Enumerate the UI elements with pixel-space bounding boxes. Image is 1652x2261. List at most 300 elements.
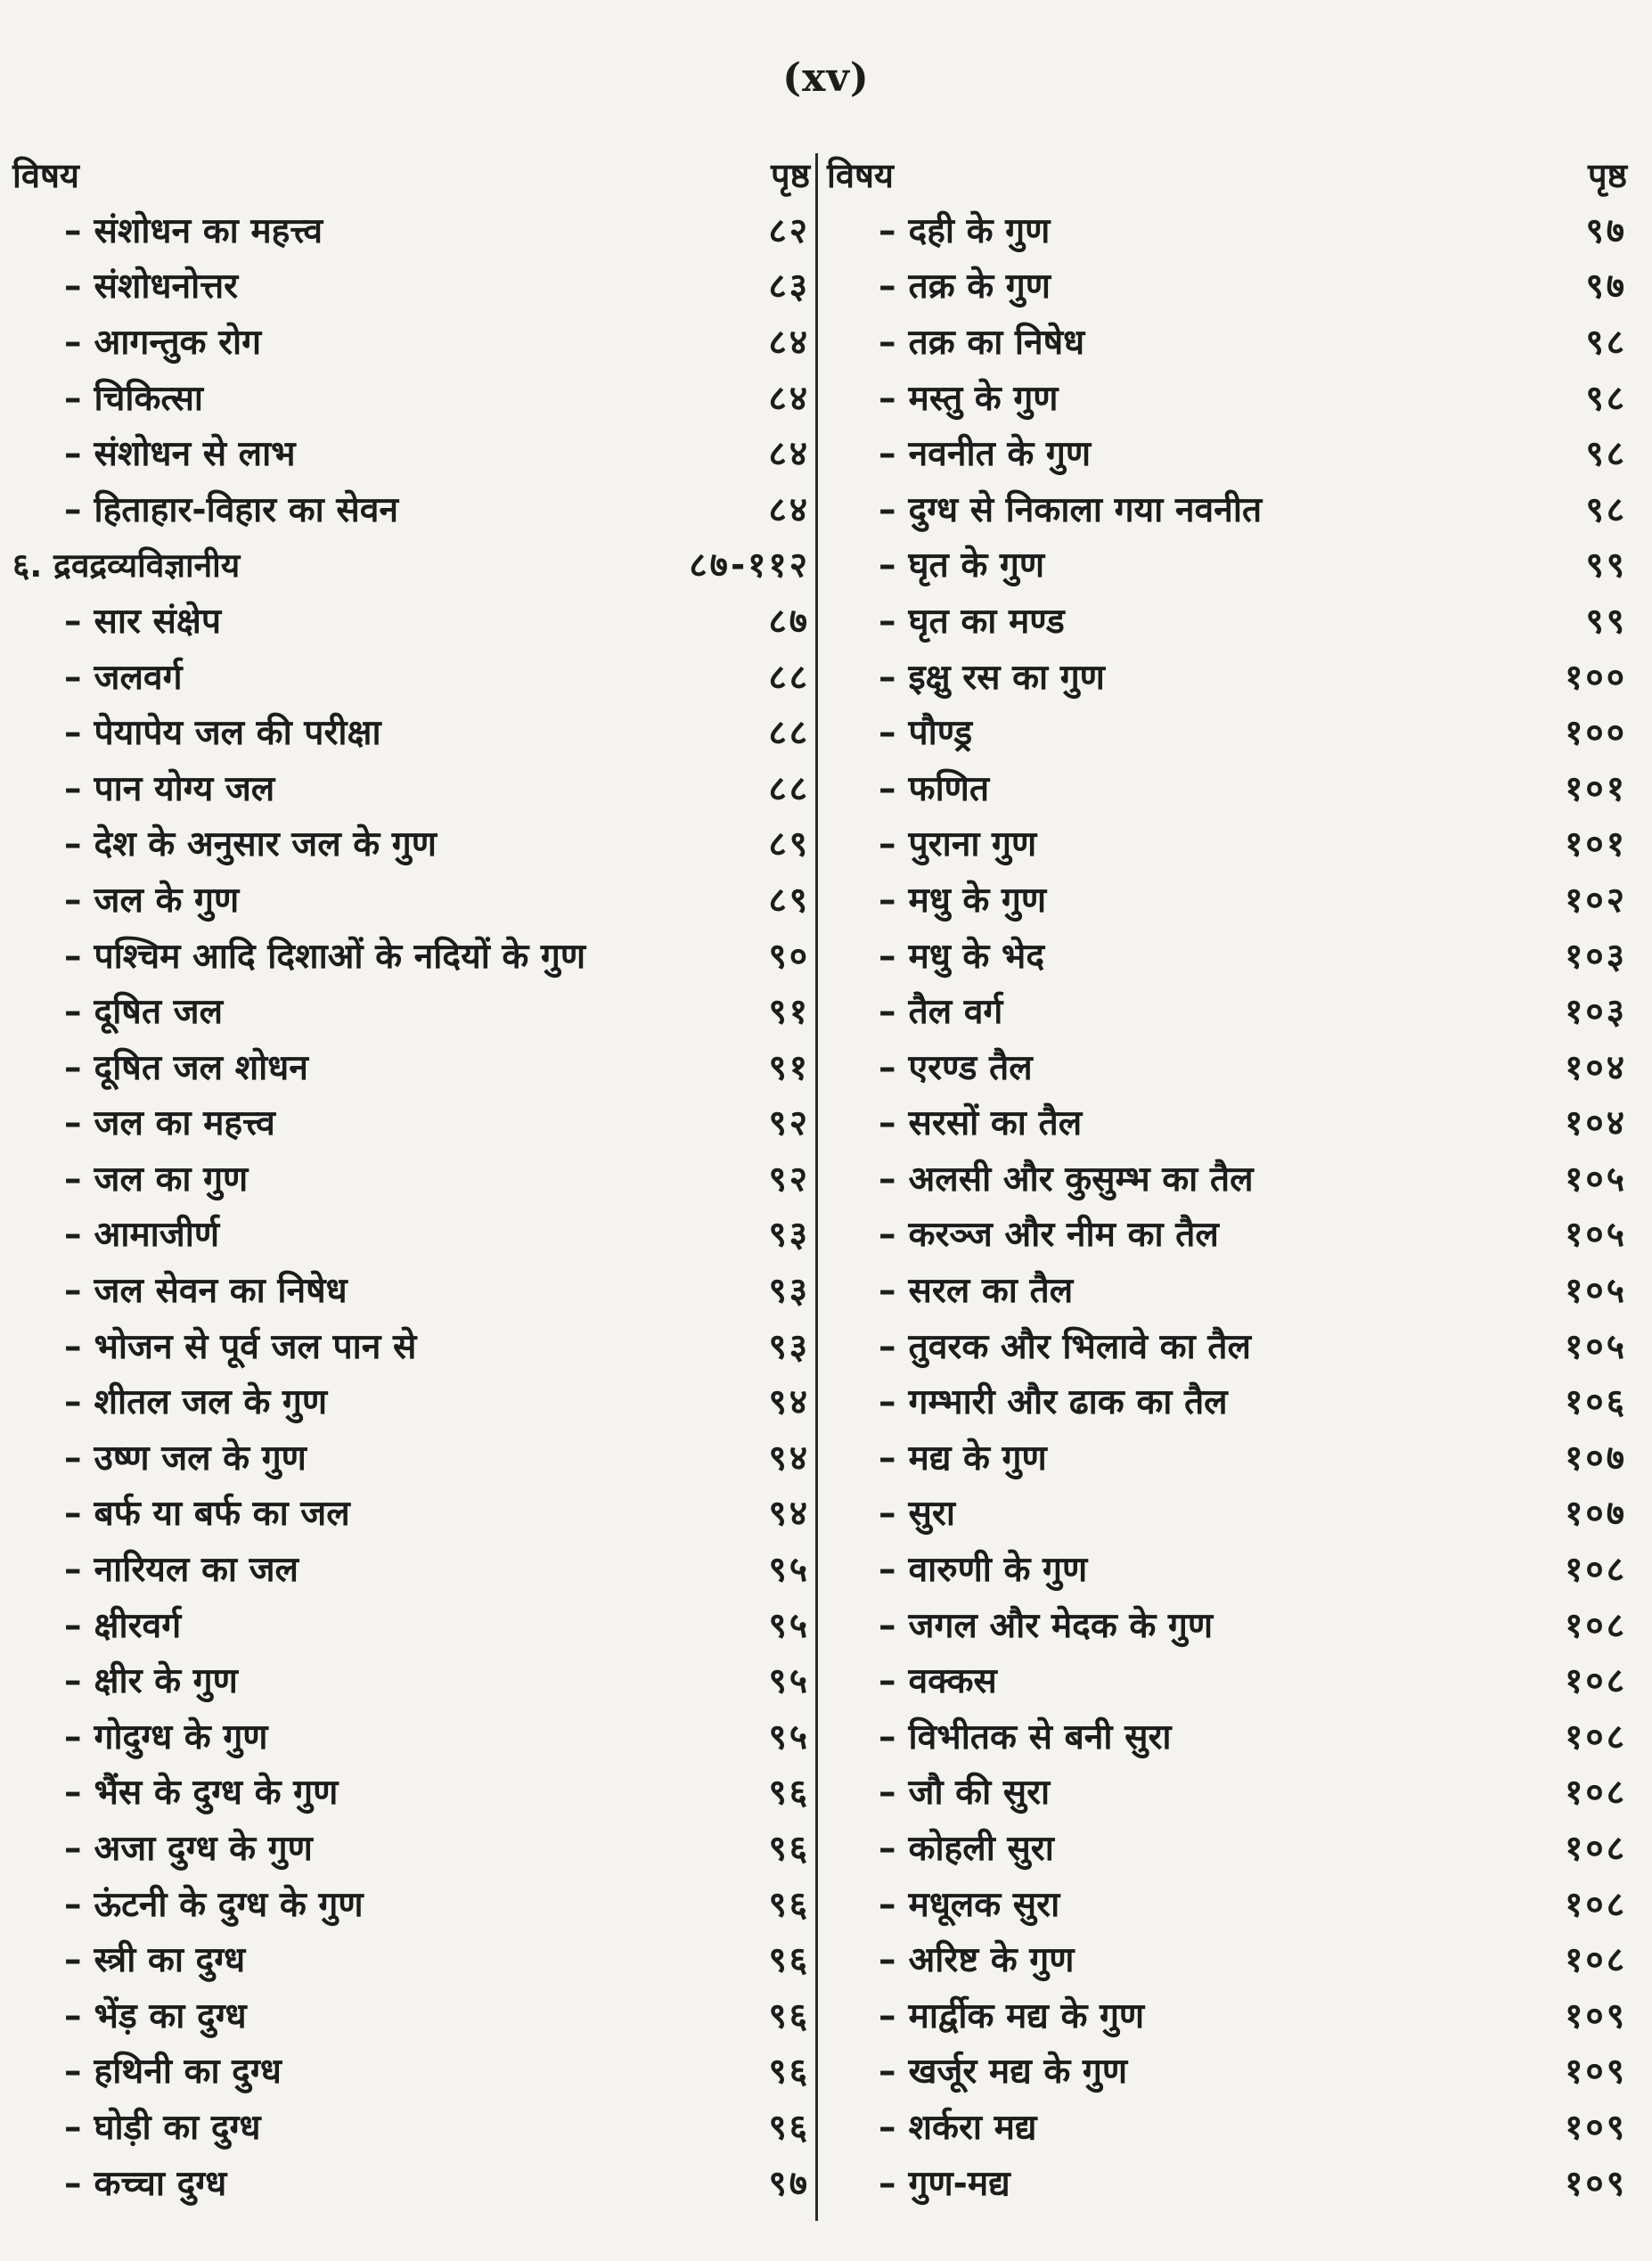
- contents-column-right: [827, 150, 1627, 2240]
- contents-entry: [827, 1317, 1627, 1373]
- entry-title: [827, 373, 1059, 421]
- entry-page-number: ८४: [768, 489, 810, 530]
- entry-text: खर्जूर मद्य के गुण: [908, 2052, 1128, 2093]
- entry-page-number: ८४: [768, 322, 810, 363]
- contents-entry: [12, 2154, 810, 2210]
- contents-entry: [827, 1372, 1627, 1429]
- entry-title: [12, 1322, 416, 1369]
- entry-dash: –: [64, 1716, 82, 1757]
- entry-page-number: ८९: [768, 880, 810, 921]
- entry-title: [12, 373, 203, 421]
- entry-text: आगन्तुक रोग: [94, 322, 262, 363]
- contents-entry: [12, 1206, 810, 1262]
- entry-text: पेयापेय जल की परीक्षा: [94, 713, 381, 754]
- entry-text: भोजन से पूर्व जल पान से: [94, 1326, 417, 1367]
- contents-entry: [827, 1150, 1627, 1206]
- entry-text: जल का गुण: [94, 1159, 249, 1200]
- entry-page-number: ८३: [768, 266, 810, 307]
- entry-text: जल सेवन का निषेध: [94, 1271, 348, 1312]
- entry-title: [12, 652, 183, 700]
- entry-text: ऊंटनी के दुग्ध के गुण: [94, 1884, 364, 1925]
- entry-page-number: १०८: [1565, 1605, 1627, 1646]
- entry-dash: –: [64, 1995, 82, 2036]
- entry-page-number: १०५: [1565, 1271, 1627, 1312]
- entry-dash: –: [64, 1159, 82, 1200]
- entry-text: संशोधन का महत्त्व: [94, 210, 323, 251]
- contents-entry: [827, 201, 1627, 258]
- entry-title: [827, 1209, 1219, 1257]
- contents-list: [827, 201, 1627, 2209]
- entry-dash: –: [64, 489, 82, 530]
- contents-entry: [12, 1150, 810, 1206]
- entry-text: अलसी और कुसुम्भ का तैल: [908, 1159, 1254, 1200]
- entry-title: [827, 1154, 1254, 1201]
- entry-title: [827, 652, 1105, 700]
- contents-entry: [827, 1540, 1627, 1596]
- entry-dash: –: [879, 936, 896, 977]
- contents-entry: [12, 703, 810, 759]
- entry-title: [12, 1712, 267, 1759]
- entry-text: सरल का तैल: [908, 1271, 1074, 1312]
- entry-page-number: ९५: [768, 1605, 810, 1646]
- entry-title: [12, 931, 585, 979]
- contents-entry: [12, 815, 810, 872]
- contents-entry: [12, 1987, 810, 2043]
- contents-entry: [827, 1819, 1627, 1875]
- entry-title: [827, 987, 1002, 1034]
- entry-text: वक्कस: [908, 1661, 997, 1702]
- entry-dash: –: [879, 1438, 896, 1479]
- entry-text: मस्तु के गुण: [908, 378, 1059, 419]
- entry-dash: –: [64, 266, 82, 307]
- contents-entry: [12, 2043, 810, 2099]
- entry-page-number: १०८: [1565, 1884, 1627, 1925]
- entry-title: [827, 1322, 1251, 1369]
- contents-list: [12, 201, 810, 2209]
- contents-entry: [12, 1094, 810, 1151]
- entry-text: नवनीत के गुण: [908, 434, 1092, 475]
- entry-text: वारुणी के गुण: [908, 1550, 1088, 1591]
- entry-dash: –: [64, 1940, 82, 1981]
- entry-title: [827, 261, 1051, 308]
- entry-title: [827, 1991, 1144, 2038]
- entry-page-number: ९४: [768, 1438, 810, 1479]
- entry-text: दही के गुण: [908, 210, 1051, 251]
- entry-page-number: ९३: [768, 1215, 810, 1256]
- entry-page-number: ९१: [768, 992, 810, 1033]
- entry-dash: –: [879, 1215, 896, 1256]
- entry-text: स्त्री का दुग्ध: [94, 1940, 246, 1981]
- entry-text: मधु के भेद: [908, 936, 1045, 977]
- entry-title: [827, 1880, 1059, 1927]
- entry-title: [12, 875, 239, 922]
- entry-title: [12, 541, 240, 586]
- entry-text: भैंस के दुग्ध के गुण: [94, 1773, 339, 1814]
- entry-title: [827, 1935, 1074, 1982]
- contents-entry: [827, 982, 1627, 1038]
- entry-title: [12, 1377, 327, 1424]
- entry-title: [12, 708, 381, 755]
- entry-page-number: ९८: [1585, 378, 1627, 419]
- contents-entry: [12, 1372, 810, 1429]
- entry-dash: –: [64, 1047, 82, 1088]
- entry-title: [827, 1098, 1082, 1145]
- entry-text: कोहली सुरा: [908, 1829, 1054, 1870]
- entry-dash: –: [64, 1884, 82, 1925]
- contents-entry: [827, 1930, 1627, 1987]
- contents-entry: [827, 1708, 1627, 1764]
- entry-page-number: ९८: [1585, 322, 1627, 363]
- contents-entry: [12, 1038, 810, 1094]
- entry-dash: –: [879, 378, 896, 419]
- entry-text: गोदुग्ध के गुण: [94, 1716, 268, 1757]
- contents-entry: [827, 1875, 1627, 1931]
- entry-page-number: १०४: [1565, 1047, 1627, 1088]
- contents-entry: [12, 2098, 810, 2154]
- entry-dash: –: [64, 2052, 82, 2093]
- entry-text: बर्फ या बर्फ का जल: [94, 1494, 350, 1535]
- entry-page-number: ९३: [768, 1271, 810, 1312]
- entry-page-number: ९५: [768, 1661, 810, 1702]
- entry-title: [12, 1656, 238, 1703]
- entry-title: [12, 1991, 247, 2038]
- subject-heading: विषय: [12, 156, 79, 195]
- contents-entry: [12, 592, 810, 648]
- entry-page-number: १०२: [1565, 880, 1627, 921]
- entry-dash: –: [879, 1940, 896, 1981]
- entry-page-number: १०८: [1565, 1829, 1627, 1870]
- entry-dash: –: [64, 601, 82, 642]
- column-divider: [815, 153, 818, 2221]
- entry-title: [827, 2102, 1037, 2150]
- contents-entry: [12, 871, 810, 927]
- contents-entry: [827, 1596, 1627, 1652]
- entry-dash: –: [879, 1271, 896, 1312]
- entry-text: तुवरक और भिलावे का तैल: [908, 1326, 1251, 1367]
- entry-page-number: ९९: [1585, 545, 1627, 586]
- entry-text: भेंड़ का दुग्ध: [94, 1995, 247, 2036]
- entry-title: [12, 1601, 181, 1648]
- entry-title: [12, 2046, 282, 2093]
- entry-dash: –: [64, 824, 82, 865]
- entry-page-number: १०१: [1565, 768, 1627, 809]
- entry-title: [827, 317, 1084, 365]
- entry-text: जलवर्ग: [94, 657, 183, 698]
- contents-entry: [827, 258, 1627, 314]
- entry-text: मार्द्वीक मद्य के गुण: [908, 1995, 1145, 2036]
- contents-entry: [827, 871, 1627, 927]
- entry-page-number: १०८: [1565, 1940, 1627, 1981]
- entry-text: दुग्ध से निकाला गया नवनीत: [908, 489, 1263, 530]
- entry-text: क्षीरवर्ग: [94, 1605, 182, 1646]
- entry-text: मधु के गुण: [908, 880, 1047, 921]
- entry-text: शीतल जल के गुण: [94, 1382, 328, 1423]
- entry-text: फणित: [908, 768, 990, 809]
- entry-dash: –: [64, 657, 82, 698]
- section-title: ६. द्रवद्रव्यविज्ञानीय: [12, 546, 241, 586]
- entry-dash: –: [879, 768, 896, 809]
- entry-dash: –: [879, 824, 896, 865]
- contents-entry: [827, 1764, 1627, 1820]
- entry-page-number: ८८: [768, 657, 810, 698]
- entry-title: [827, 1377, 1228, 1424]
- entry-page-number: ९२: [768, 1159, 810, 1200]
- entry-dash: –: [879, 1995, 896, 2036]
- contents-entry: [827, 2154, 1627, 2210]
- contents-entry: [827, 2098, 1627, 2154]
- entry-page-number: ९६: [768, 2052, 810, 2093]
- entry-dash: –: [64, 1829, 82, 1870]
- entry-title: [12, 1488, 350, 1536]
- entry-page-number: ९५: [768, 1716, 810, 1757]
- contents-entry: [12, 759, 810, 815]
- entry-title: [827, 485, 1262, 532]
- entry-title: [12, 261, 238, 308]
- entry-page-number: ८८: [768, 768, 810, 809]
- entry-dash: –: [64, 322, 82, 363]
- entry-text: पश्चिम आदि दिशाओं के नदियों के गुण: [94, 936, 586, 977]
- page-number: (xv): [782, 55, 870, 101]
- entry-title: [12, 596, 221, 643]
- entry-text: संशोधन से लाभ: [94, 434, 296, 475]
- entry-title: [827, 540, 1044, 587]
- entry-text: जल का महत्त्व: [94, 1103, 275, 1144]
- entry-page-number: १००: [1565, 657, 1627, 698]
- contents-entry: [827, 369, 1627, 425]
- entry-dash: –: [879, 2107, 896, 2148]
- contents-entry: [12, 480, 810, 537]
- entry-dash: –: [879, 1716, 896, 1757]
- entry-title: [12, 1266, 348, 1313]
- entry-title: [12, 987, 223, 1034]
- entry-text: गुण-मद्य: [908, 2163, 1010, 2204]
- entry-dash: –: [879, 880, 896, 921]
- entry-title: [827, 819, 1036, 866]
- entry-page-number: ८८: [768, 713, 810, 754]
- contents-entry: [12, 258, 810, 314]
- entry-title: [827, 1433, 1047, 1480]
- entry-title: [12, 1433, 307, 1480]
- entry-page-number: १०५: [1565, 1326, 1627, 1367]
- entry-page-number: १०९: [1565, 1995, 1627, 2036]
- entry-page-number: ९२: [768, 1103, 810, 1144]
- entry-dash: –: [879, 992, 896, 1033]
- entry-page-number: ९६: [768, 1773, 810, 1814]
- entry-dash: –: [879, 266, 896, 307]
- contents-entry: [827, 424, 1627, 480]
- entry-dash: –: [879, 1773, 896, 1814]
- entry-page-number: १०९: [1565, 2052, 1627, 2093]
- entry-page-number: १०९: [1565, 2163, 1627, 2204]
- entry-title: [827, 2159, 1010, 2206]
- entry-page-number: १०८: [1565, 1550, 1627, 1591]
- entry-text: तक्र का निषेध: [908, 322, 1085, 363]
- entry-text: जगल और मेदक के गुण: [908, 1605, 1214, 1646]
- entry-page-number: १०६: [1565, 1382, 1627, 1423]
- entry-page-number: ८४: [768, 434, 810, 475]
- entry-page-number: ९६: [768, 1940, 810, 1981]
- entry-text: घृत के गुण: [908, 545, 1045, 586]
- contents-entry: [12, 201, 810, 258]
- entry-dash: –: [64, 1661, 82, 1702]
- entry-text: अजा दुग्ध के गुण: [94, 1829, 313, 1870]
- entry-dash: –: [64, 1326, 82, 1367]
- entry-dash: –: [64, 992, 82, 1033]
- entry-title: [12, 1043, 308, 1090]
- contents-entry: [827, 2043, 1627, 2099]
- entry-text: जल के गुण: [94, 880, 240, 921]
- entry-text: दूषित जल: [94, 992, 224, 1033]
- contents-entry: [12, 1485, 810, 1541]
- entry-dash: –: [879, 1550, 896, 1591]
- entry-text: इक्षु रस का गुण: [908, 657, 1105, 698]
- contents-entry: [827, 815, 1627, 872]
- entry-dash: –: [64, 378, 82, 419]
- contents-entry: [827, 592, 1627, 648]
- contents-entry: [827, 1094, 1627, 1151]
- entry-page-number: ८९: [768, 824, 810, 865]
- entry-dash: –: [879, 1494, 896, 1535]
- entry-page-number: ९६: [768, 1884, 810, 1925]
- contents-entry: [12, 1261, 810, 1317]
- entry-title: [827, 764, 989, 811]
- entry-dash: –: [64, 880, 82, 921]
- entry-page-number: १०१: [1565, 824, 1627, 865]
- entry-title: [12, 2102, 260, 2150]
- entry-text: देश के अनुसार जल के गुण: [94, 824, 437, 865]
- entry-text: घृत का मण्ड: [908, 601, 1065, 642]
- entry-dash: –: [879, 434, 896, 475]
- entry-dash: –: [64, 2107, 82, 2148]
- column-header: [12, 150, 810, 198]
- entry-dash: –: [879, 1382, 896, 1423]
- contents-entry: [12, 648, 810, 704]
- entry-text: तक्र के गुण: [908, 266, 1051, 307]
- entry-title: [827, 1266, 1073, 1313]
- contents-entry: [12, 1540, 810, 1596]
- entry-text: अरिष्ट के गुण: [908, 1940, 1075, 1981]
- entry-title: [12, 1935, 245, 1982]
- entry-page-number: ९६: [768, 2107, 810, 2148]
- entry-text: एरण्ड तैल: [908, 1047, 1033, 1088]
- entry-text: तैल वर्ग: [908, 992, 1003, 1033]
- contents-entry: [827, 1485, 1627, 1541]
- entry-page-number: ९३: [768, 1326, 810, 1367]
- entry-text: पुराना गुण: [908, 824, 1037, 865]
- entry-title: [12, 1209, 219, 1257]
- contents-entry: [827, 1206, 1627, 1262]
- entry-text: पान योग्य जल: [94, 768, 275, 809]
- entry-title: [827, 1712, 1172, 1759]
- entry-title: [827, 2046, 1127, 2093]
- contents-entry: [12, 982, 810, 1038]
- entry-title: [827, 1823, 1054, 1871]
- entry-page-number: ८७-११२: [689, 545, 810, 586]
- entry-dash: –: [64, 713, 82, 754]
- entry-dash: –: [879, 1605, 896, 1646]
- entry-text: शर्करा मद्य: [908, 2107, 1037, 2148]
- entry-page-number: १०३: [1565, 992, 1627, 1033]
- entry-title: [827, 1601, 1213, 1648]
- entry-title: [12, 764, 274, 811]
- entry-text: मद्य के गुण: [908, 1438, 1047, 1479]
- contents-entry: [12, 1819, 810, 1875]
- contents-entry: [827, 759, 1627, 815]
- entry-dash: –: [64, 2163, 82, 2204]
- entry-text: दूषित जल शोधन: [94, 1047, 308, 1088]
- entry-dash: –: [879, 2052, 896, 2093]
- contents-entry: [12, 1930, 810, 1987]
- contents-entry: [827, 1038, 1627, 1094]
- contents-entry: [827, 927, 1627, 983]
- entry-text: सरसों का तैल: [908, 1103, 1083, 1144]
- entry-title: [827, 931, 1044, 979]
- entry-page-number: ८२: [768, 210, 810, 251]
- entry-dash: –: [879, 489, 896, 530]
- entry-page-number: १०७: [1565, 1438, 1627, 1479]
- entry-title: [827, 1488, 955, 1536]
- entry-page-number: १०८: [1565, 1773, 1627, 1814]
- entry-title: [827, 429, 1091, 476]
- entry-title: [827, 1544, 1087, 1592]
- entry-title: [12, 1880, 364, 1927]
- subject-heading: विषय: [827, 156, 894, 195]
- contents-entry: [12, 1764, 810, 1820]
- contents-entry: [12, 313, 810, 369]
- entry-page-number: ८७: [768, 601, 810, 642]
- entry-dash: –: [879, 2163, 896, 2204]
- entry-text: सुरा: [908, 1494, 955, 1535]
- entry-dash: –: [64, 210, 82, 251]
- entry-text: हथिनी का दुग्ध: [94, 2052, 282, 2093]
- entry-text: क्षीर के गुण: [94, 1661, 238, 1702]
- entry-page-number: ९६: [768, 1995, 810, 2036]
- entry-title: [12, 317, 261, 365]
- entry-page-number: ९६: [768, 1829, 810, 1870]
- entry-title: [827, 1043, 1033, 1090]
- column-header: [827, 150, 1627, 198]
- entry-dash: –: [879, 1661, 896, 1702]
- entry-title: [12, 1544, 299, 1592]
- entry-dash: –: [64, 1438, 82, 1479]
- contents-entry: [827, 1261, 1627, 1317]
- entry-text: जौ की सुरा: [908, 1773, 1051, 1814]
- entry-title: [827, 206, 1050, 253]
- entry-title: [827, 596, 1065, 643]
- entry-text: करञ्ज और नीम का तैल: [908, 1215, 1219, 1256]
- entry-text: घोड़ी का दुग्ध: [94, 2107, 261, 2148]
- entry-dash: –: [64, 1215, 82, 1256]
- entry-dash: –: [879, 210, 896, 251]
- entry-page-number: १०९: [1565, 2107, 1627, 2148]
- entry-title: [827, 1656, 997, 1703]
- entry-text: उष्ण जल के गुण: [94, 1438, 307, 1479]
- entry-page-number: ९७: [768, 2163, 810, 2204]
- entry-dash: –: [879, 1326, 896, 1367]
- page-heading: पृष्ठ: [771, 156, 810, 195]
- entry-page-number: १०४: [1565, 1103, 1627, 1144]
- entry-text: पौण्ड्र: [908, 713, 973, 754]
- entry-text: विभीतक से बनी सुरा: [908, 1716, 1172, 1757]
- entry-dash: –: [879, 1829, 896, 1870]
- entry-page-number: ८४: [768, 378, 810, 419]
- entry-dash: –: [64, 1271, 82, 1312]
- entry-title: [12, 1098, 275, 1145]
- contents-column-left: [12, 150, 810, 2240]
- entry-title: [12, 1823, 313, 1871]
- entry-text: चिकित्सा: [94, 378, 204, 419]
- entry-text: आमाजीर्ण: [94, 1215, 220, 1256]
